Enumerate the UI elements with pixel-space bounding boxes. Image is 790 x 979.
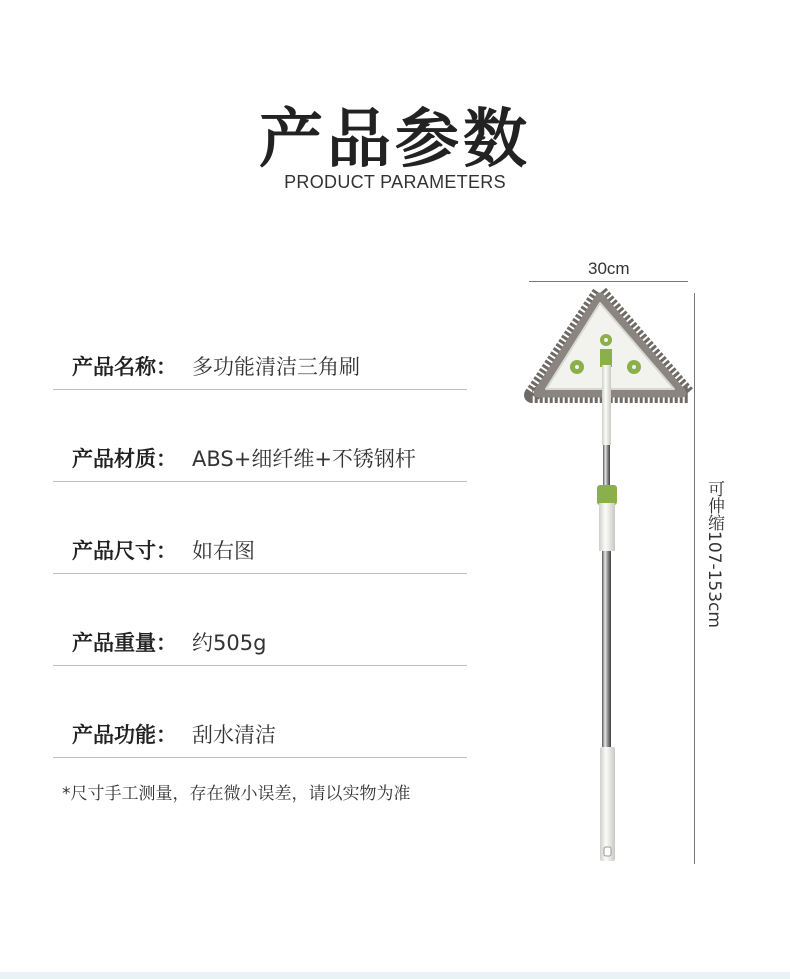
param-value: 约505g — [192, 631, 267, 655]
bottom-divider — [0, 972, 790, 979]
param-value: 刮水清洁 — [192, 723, 276, 747]
param-row-weight — [53, 625, 467, 666]
param-label: 产品材质： — [72, 447, 177, 471]
measurement-note: *尺寸手工测量，存在微小误差，请以实物为准 — [62, 784, 411, 804]
param-label: 产品尺寸： — [72, 539, 177, 563]
param-value: 多功能清洁三角刷 — [192, 355, 360, 379]
param-label: 产品名称： — [72, 355, 177, 379]
triangle-mop-image — [520, 285, 700, 870]
width-dimension-line — [529, 281, 688, 282]
param-row-name — [53, 349, 467, 390]
param-label: 产品重量： — [72, 631, 177, 655]
page-subtitle: PRODUCT PARAMETERS — [284, 172, 506, 192]
param-value: ABS+细纤维+不锈钢杆 — [192, 447, 416, 471]
param-value: 如右图 — [192, 539, 255, 563]
param-label: 产品功能： — [72, 723, 177, 747]
width-dimension-label: 30cm — [588, 259, 630, 278]
param-row-material — [53, 441, 467, 482]
param-row-function — [53, 717, 467, 758]
param-row-size — [53, 533, 467, 574]
page-title: 产品参数 — [259, 103, 531, 177]
length-dimension-label: 可伸缩107-153cm — [704, 480, 724, 628]
